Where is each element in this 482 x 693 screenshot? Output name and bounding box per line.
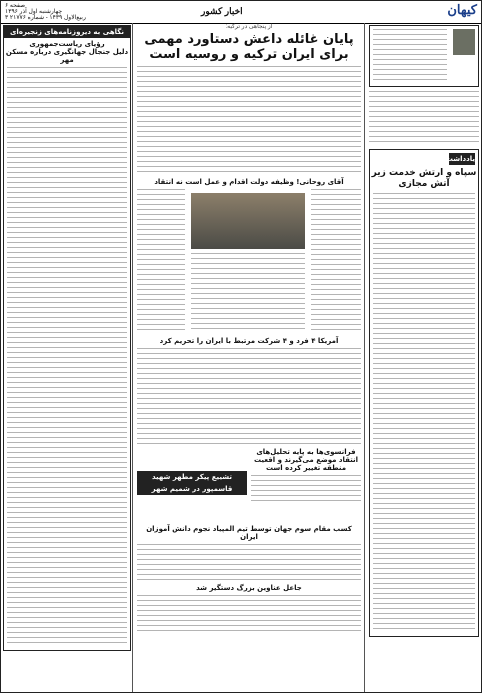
left-box-bar: نگاهی به دیروزنامه‌های زنجیره‌ای — [4, 26, 130, 38]
sanctions-body — [137, 348, 361, 444]
left-box-title2: دلیل جنجال جهانگیری درباره مسکن مهر — [5, 48, 129, 64]
center-mid-block — [137, 189, 361, 333]
left-box-body — [4, 64, 130, 650]
right-column-story — [369, 149, 479, 637]
masthead-logo: کیهان — [447, 3, 477, 18]
forger-body — [137, 595, 361, 635]
right-column-headline: سپاه و ارتش خدمت زیر آتش مجازی — [371, 168, 477, 189]
main-kicker: از پنجاهی در ترکیه: — [225, 24, 273, 30]
issue-info — [5, 3, 86, 21]
forger-headline: جاعل عناوین بزرگ دستگیر شد — [196, 584, 302, 592]
center-area — [137, 23, 361, 693]
page-header — [1, 1, 481, 24]
section-title: اخبار کشور — [201, 6, 243, 16]
right-top-text — [373, 29, 447, 83]
right-column-body — [370, 190, 478, 636]
issue-page: صفحه ۶ — [5, 3, 26, 9]
column-rule — [132, 23, 133, 693]
right-column-kicker: یادداشت — [445, 155, 475, 163]
author-photo — [453, 29, 475, 55]
brief1-body — [251, 475, 361, 505]
funeral-bar: تشییع پیکر مطهر شهید قاسمپور در شمیم شهر — [137, 471, 247, 495]
left-column — [3, 23, 131, 693]
olympiad-body — [137, 544, 361, 580]
main-headline: پایان غائله داعش دستاورد مهمی برای ایران ترکیه و روسیه است — [144, 32, 354, 62]
issue-number: ۳ ربیع‌الاول ۱۴۳۹ - شماره ۲۱۷۷۶ — [5, 15, 86, 21]
right-top-box — [369, 25, 479, 87]
main-story-body — [137, 66, 361, 174]
right-notice — [369, 91, 479, 145]
olympiad-headline: کسب مقام سوم جهان توسط تیم المپیاد نجوم دانش آموزان ایران — [146, 525, 352, 541]
left-box — [3, 25, 131, 651]
column-rule — [364, 23, 365, 693]
right-column — [369, 23, 479, 693]
left-box-title1: رؤیای ریاست‌جمهوری — [29, 40, 105, 48]
center-mid-headline: آقای روحانی! وظیفه دولت اقدام و عمل است نه انتقاد — [154, 178, 344, 186]
brief1-headline: فرانسوی‌ها به پایه تحلیل‌های انتقاد موضع می‌گیرند و اقعیت منطقه تغییر کرده است — [253, 448, 359, 472]
issue-date: چهارشنبه اول آذر ۱۳۹۶ — [5, 9, 63, 15]
sanctions-headline: آمریکا ۴ فرد و ۴ شرکت مرتبط با ایران را تحریم کرد — [159, 337, 339, 345]
center-photo — [191, 193, 305, 249]
